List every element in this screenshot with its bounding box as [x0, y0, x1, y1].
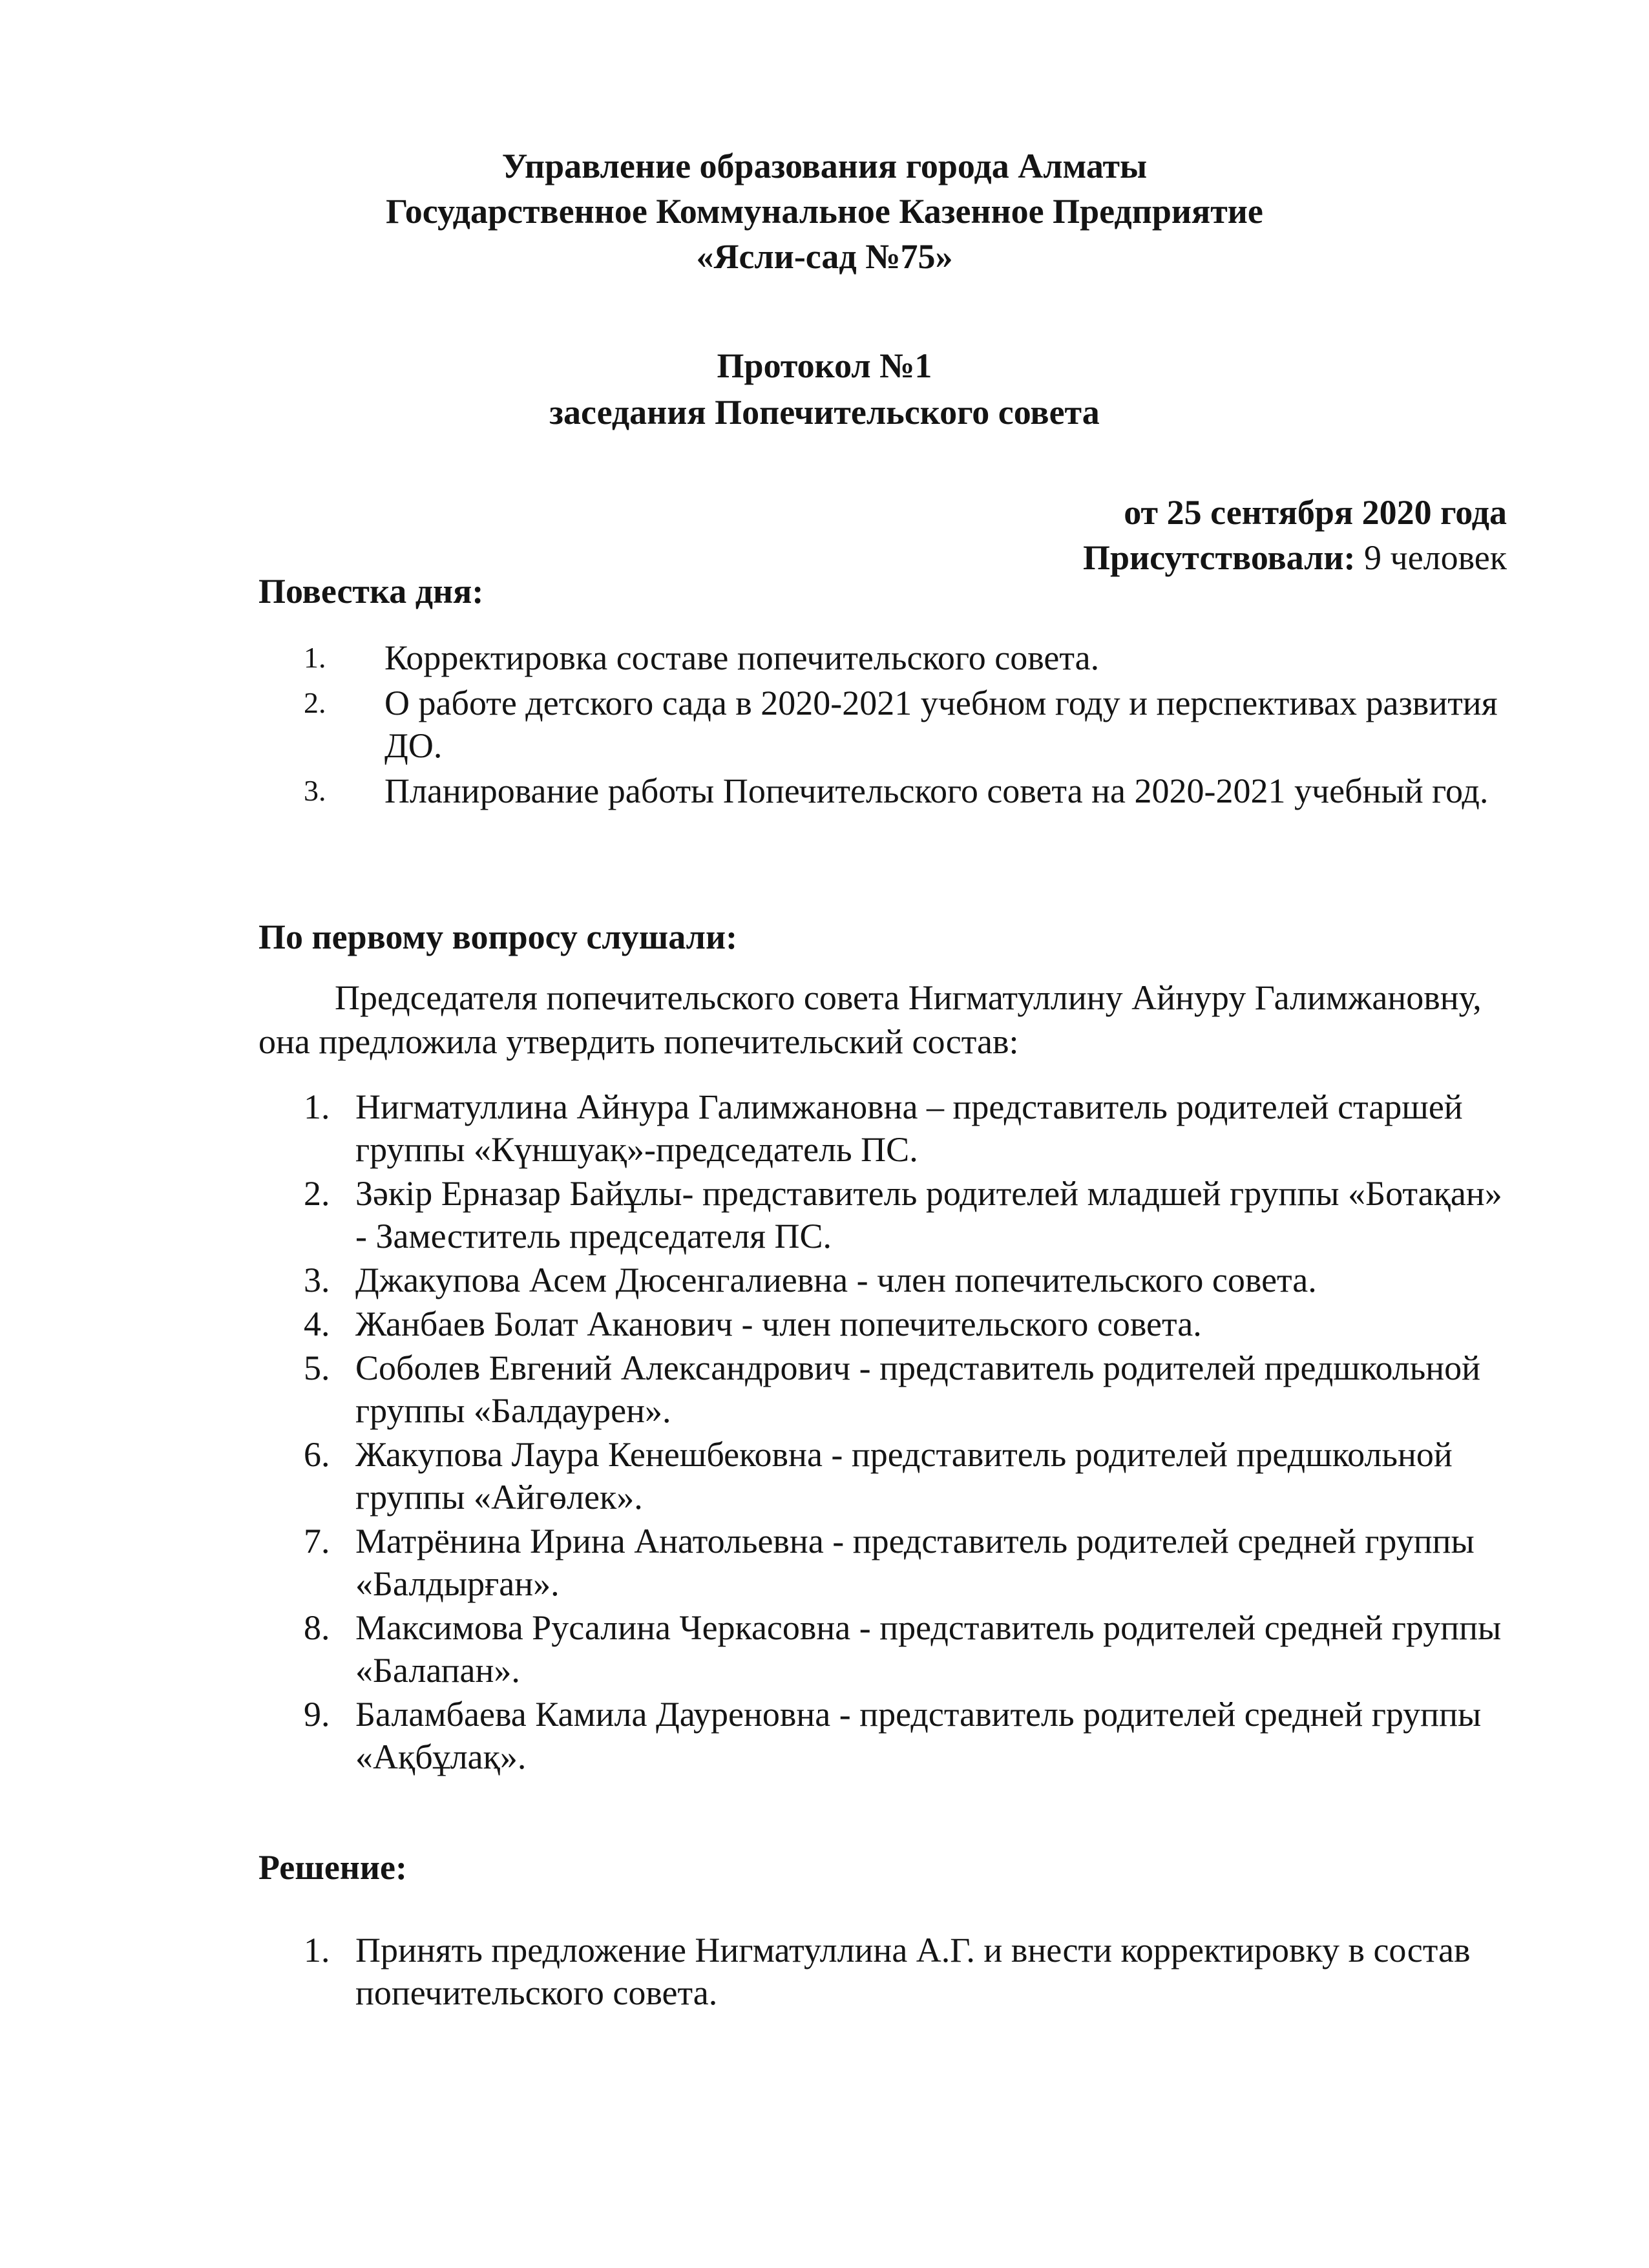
member-text: Джакупова Асем Дюсенгалиевна - член попечительского совета.	[355, 1261, 1317, 1299]
decision-list	[304, 1929, 1506, 2014]
member-item	[304, 1693, 1506, 1778]
member-number: 8.	[304, 1608, 330, 1647]
member-text: Нигматуллина Айнура Галимжановна – представитель родителей старшей группы «Күншуақ»-председатель ПС.	[355, 1087, 1463, 1169]
agenda-item	[304, 770, 1499, 812]
member-item	[304, 1433, 1506, 1518]
header-line-kindergarten: «Ясли-сад №75»	[696, 237, 953, 276]
member-item	[304, 1172, 1506, 1257]
member-number: 3.	[304, 1261, 330, 1299]
member-number: 4.	[304, 1305, 330, 1343]
council-members-list	[304, 1086, 1506, 1780]
member-item	[304, 1259, 1506, 1301]
protocol-subtitle: заседания Попечительского совета	[549, 393, 1100, 432]
protocol-title	[0, 342, 1649, 436]
agenda-item-text: Планирование работы Попечительского совета на 2020-2021 учебный год.	[384, 772, 1489, 810]
member-text: Жанбаев Болат Аканович - член попечительского совета.	[355, 1305, 1202, 1343]
member-number: 7.	[304, 1522, 330, 1560]
agenda-item-number: 3.	[304, 774, 326, 807]
meeting-date: от 25 сентября 2020 года	[1124, 493, 1507, 532]
decision-item	[304, 1929, 1506, 2014]
member-text: Жакупова Лаура Кенешбековна - представитель родителей предшкольной группы «Айгөлек».	[355, 1435, 1453, 1517]
member-item	[304, 1086, 1506, 1171]
header-line-enterprise: Государственное Коммунальное Казенное Предприятие	[386, 192, 1263, 231]
member-item	[304, 1606, 1506, 1692]
member-text: Матрёнина Ирина Анатольевна - представитель родителей средней группы «Балдырған».	[355, 1522, 1475, 1603]
member-text: Баламбаева Камила Дауреновна - представитель родителей средней группы «Ақбұлақ».	[355, 1695, 1482, 1776]
member-item	[304, 1520, 1506, 1605]
meeting-meta	[1083, 490, 1507, 580]
member-item	[304, 1303, 1506, 1345]
agenda-item-number: 2.	[304, 686, 326, 719]
decision-text: Принять предложение Нигматуллина А.Г. и внести корректировку в состав попечительского совета.	[355, 1931, 1471, 2012]
member-number: 1.	[304, 1087, 330, 1126]
agenda-item-text: Корректировка составе попечительского совета.	[384, 638, 1100, 677]
attendance-line	[1083, 535, 1507, 580]
agenda-list	[304, 636, 1499, 815]
document-header	[0, 143, 1649, 279]
member-number: 5.	[304, 1349, 330, 1387]
attendance-label: Присутствовали:	[1082, 538, 1356, 577]
protocol-number: Протокол №1	[717, 346, 932, 385]
agenda-item	[304, 682, 1499, 767]
question1-paragraph: Председателя попечительского совета Нигматуллину Айнуру Галимжановну, она предложила утвердить попечительский состав:	[258, 978, 1482, 1061]
member-number: 6.	[304, 1435, 330, 1474]
agenda-heading: Повестка дня:	[258, 572, 484, 611]
agenda-item	[304, 636, 1499, 679]
member-text: Максимова Русалина Черкасовна - представитель родителей средней группы «Балапан».	[355, 1608, 1502, 1690]
attendance-value: 9 человек	[1364, 538, 1507, 577]
member-number: 9.	[304, 1695, 330, 1734]
member-item	[304, 1347, 1506, 1432]
decision-heading: Решение:	[258, 1848, 407, 1887]
agenda-item-number: 1.	[304, 641, 326, 674]
question1-heading: По первому вопросу слушали:	[258, 918, 738, 956]
member-number: 2.	[304, 1174, 330, 1213]
header-line-department: Управление образования города Алматы	[501, 147, 1148, 185]
member-text: Соболев Евгений Александрович - представитель родителей предшкольной группы «Балдаурен».	[355, 1349, 1480, 1430]
agenda-item-text: О работе детского сада в 2020-2021 учебном году и перспективах развития ДО.	[384, 684, 1498, 765]
decision-number: 1.	[304, 1931, 330, 1969]
member-text: Зәкір Ерназар Байұлы- представитель родителей младшей группы «Ботақан» - Заместитель председателя ПС.	[355, 1174, 1502, 1255]
